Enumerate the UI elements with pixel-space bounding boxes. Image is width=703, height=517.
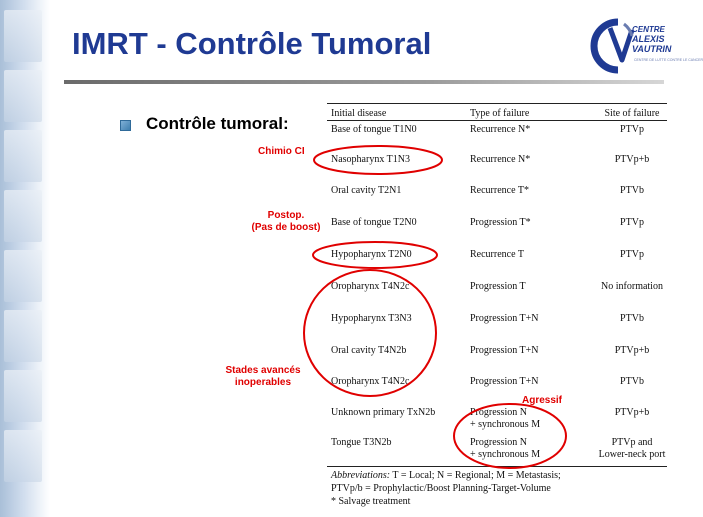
annotation-stades-line1: Stades avancés [225, 365, 301, 376]
row-10-failure: Progression N [470, 407, 527, 418]
row-6-site: No information [601, 281, 663, 292]
row-3-failure: Recurrence T* [470, 185, 529, 196]
ellipse-nasopharynx [314, 146, 442, 174]
logo-tagline: CENTRE DE LUTTE CONTRE LE CANCER [634, 58, 703, 62]
row-9-disease: Oropharynx T4N2c [331, 376, 410, 387]
annotation-stades-line2: inoperables [234, 377, 292, 388]
row-6-disease: Oropharynx T4N2c [331, 281, 410, 292]
row-4-site: PTVp [620, 217, 644, 228]
abbreviations-text-1: T = Local; N = Regional; M = Metastasis; [392, 470, 561, 481]
ellipse-synchronous-m [454, 404, 566, 468]
header-type-of-failure: Type of failure [470, 108, 530, 119]
abbreviations-label: Abbreviations: [331, 470, 391, 481]
row-11-site: PTVp and [611, 437, 653, 448]
abbreviations-line-2: PTVp/b = Prophylactic/Boost Planning-Target-Volume [331, 483, 551, 494]
row-1-site: PTVp [620, 124, 644, 135]
row-7-disease: Hypopharynx T3N3 [331, 313, 412, 324]
row-10-disease: Unknown primary TxN2b [331, 407, 436, 418]
row-8-site: PTVp+b [614, 345, 650, 356]
row-4-disease: Base of tongue T2N0 [331, 217, 417, 228]
row-11-disease: Tongue T3N2b [331, 437, 392, 448]
row-4-failure: Progression T* [470, 217, 531, 228]
row-1-failure: Recurrence N* [470, 124, 531, 135]
slide-title: IMRT - Contrôle Tumoral [72, 26, 432, 61]
row-2-site: PTVp+b [614, 154, 650, 165]
row-7-site: PTVb [620, 313, 644, 324]
row-5-site: PTVp [620, 249, 644, 260]
abbreviations-line-3: * Salvage treatment [331, 496, 411, 507]
row-3-site: PTVb [620, 185, 644, 196]
row-3-disease: Oral cavity T2N1 [331, 185, 402, 196]
annotation-agressif: Agressif [522, 395, 563, 406]
row-6-failure: Progression T [470, 281, 526, 292]
bullet-text: Contrôle tumoral: [146, 114, 289, 133]
row-5-failure: Recurrence T [470, 249, 524, 260]
row-8-failure: Progression T+N [470, 345, 539, 356]
row-11-site-line2: Lower-neck port [598, 449, 666, 460]
header-initial-disease: Initial disease [331, 108, 387, 119]
row-11-failure-line2: + synchronous M [470, 449, 541, 460]
row-10-site: PTVp+b [614, 407, 650, 418]
row-8-disease: Oral cavity T4N2b [331, 345, 407, 356]
row-9-site: PTVb [620, 376, 644, 387]
ellipse-hypopharynx-t2n0 [313, 242, 437, 268]
row-2-disease: Nasopharynx T1N3 [331, 154, 410, 165]
logo-line-3: VAUTRIN [632, 44, 672, 54]
row-10-failure-line2: + synchronous M [470, 419, 541, 430]
row-2-failure: Recurrence N* [470, 154, 531, 165]
row-7-failure: Progression T+N [470, 313, 539, 324]
logo-line-2: ALEXIS [632, 34, 665, 44]
row-11-failure: Progression N [470, 437, 527, 448]
row-5-disease: Hypopharynx T2N0 [331, 249, 412, 260]
annotation-postop-line2: (Pas de boost) [251, 222, 321, 233]
ellipse-advanced-stages [304, 270, 436, 396]
logo-line-1: CENTRE [632, 25, 665, 34]
row-1-disease: Base of tongue T1N0 [331, 124, 417, 135]
annotation-postop-line1: Postop. [267, 210, 305, 221]
row-9-failure: Progression T+N [470, 376, 539, 387]
header-site-of-failure: Site of failure [604, 108, 660, 119]
annotation-chimio: Chimio CI [258, 146, 305, 157]
